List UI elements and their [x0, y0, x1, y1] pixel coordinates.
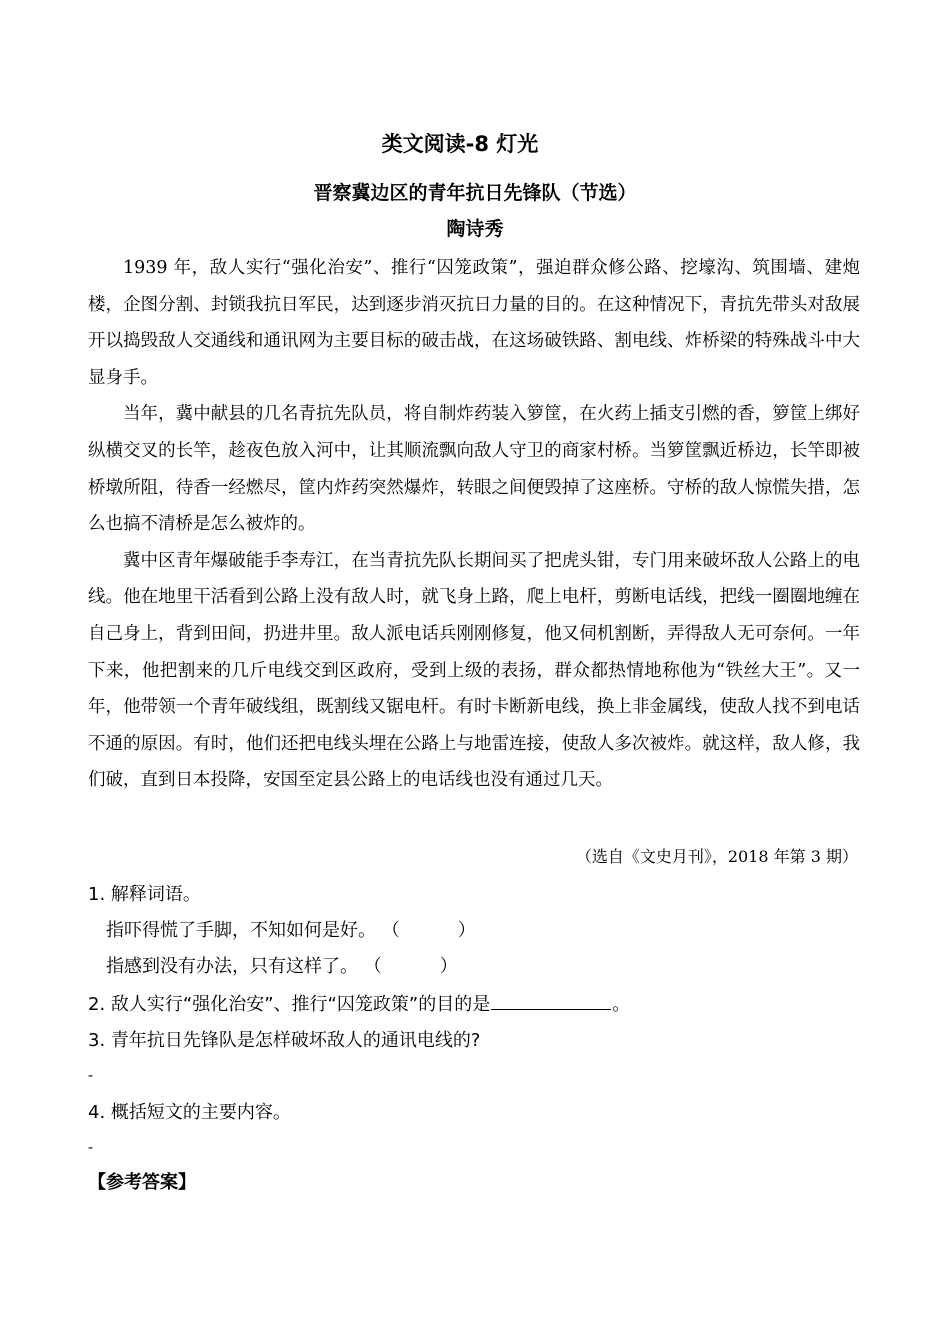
- question-1-item-b: [106, 952, 458, 978]
- question-2: [88, 990, 630, 1016]
- answer-paren-close: ）: [457, 920, 476, 941]
- answer-paren-close: ）: [439, 956, 458, 977]
- page-title: 类文阅读-8 灯光: [381, 132, 539, 156]
- paragraph: 1939 年，敌人实行“强化治安”、推行“囚笼政策”，强迫群众修公路、挖壕沟、筑围墙、建炮楼，企图分割、封锁我抗日军民，达到逐步消灭抗日力量的目的。在这种情况下，青抗先带头对敌展开以捣毁敌人交通线和通讯网为主要目标的破击战，在这场破铁路、割电线、炸桥梁的特殊战斗中大显身手。: [88, 258, 860, 388]
- answer-line-marker: -: [88, 1140, 94, 1156]
- question-3: 3. 青年抗日先锋队是怎样破坏敌人的通讯电线的?: [88, 1030, 481, 1051]
- article-source: （选自《文史月刊》，2018 年第 3 期）: [575, 847, 858, 866]
- answer-paren-open: （: [381, 920, 400, 941]
- question-2-end: 。: [612, 994, 631, 1015]
- question-4: 4. 概括短文的主要内容。: [88, 1102, 291, 1123]
- answer-heading: 【参考答案】: [88, 1172, 196, 1193]
- question-1-item-a: [106, 916, 476, 942]
- fill-in-blank[interactable]: [491, 993, 611, 1010]
- article-body: [88, 250, 860, 799]
- article-author: 陶诗秀: [446, 218, 504, 240]
- paragraph: 冀中区青年爆破能手李寿江，在当青抗先队长期间买了把虎头钳，专门用来破坏敌人公路上的电线。他在地里干活看到公路上没有敌人时，就飞身上路，爬上电杆，剪断电话线，把线一圈圈地缠在自己身上，背到田间，扔进井里。敌人派电话兵刚刚修复，他又伺机割断，弄得敌人无可奈何。一年下来，他把割来的几斤电线交到区政府，受到上级的表扬，群众都热情地称他为“铁丝大王”。又一年，他带领一个青年破线组，既割线又锯电杆。有时卡断新电线，换上非金属线，使敌人找不到电话不通的原因。有时，他们还把电线头埋在公路上与地雷连接，使敌人多次被炸。就这样，敌人修，我们破，直到日本投降，安国至定县公路上的电话线也没有通过几天。: [88, 550, 860, 791]
- answer-line-marker: -: [88, 1068, 94, 1084]
- question-1: 1. 解释词语。: [88, 884, 201, 905]
- article-title: 晋察冀边区的青年抗日先锋队（节选）: [313, 182, 637, 204]
- definition-text: 指吓得慌了手脚，不知如何是好。: [106, 920, 376, 941]
- question-2-text: 2. 敌人实行“强化治安”、推行“囚笼政策”的目的是: [88, 994, 491, 1015]
- answer-paren-open: （: [363, 956, 382, 977]
- paragraph: 当年，冀中献县的几名青抗先队员，将自制炸药装入箩筐，在火药上插支引燃的香，箩筐上绑好纵横交叉的长竿，趁夜色放入河中，让其顺流飘向敌人守卫的商家村桥。当箩筐飘近桥边，长竿即被桥墩所阻，待香一经燃尽，筐内炸药突然爆炸，转眼之间便毁掉了这座桥。守桥的敌人惊慌失措，怎么也搞不清桥是怎么被炸的。: [88, 404, 860, 535]
- definition-text: 指感到没有办法，只有这样了。: [106, 956, 358, 977]
